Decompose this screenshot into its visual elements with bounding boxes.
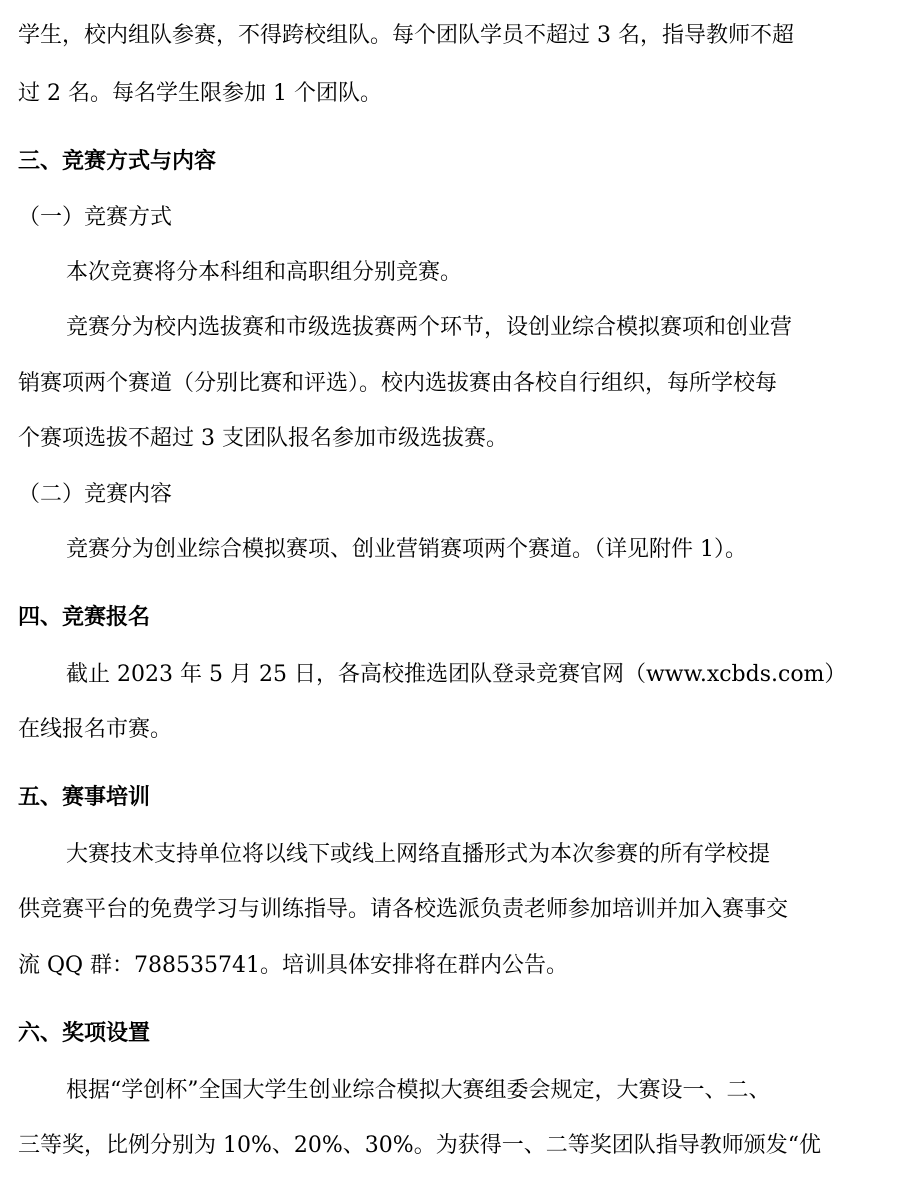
body-text-line: 竞赛分为校内选拔赛和市级选拔赛两个环节，设创业综合模拟赛项和创业营 — [66, 315, 793, 340]
body-text-line: 竞赛分为创业综合模拟赛项、创业营销赛项两个赛道。（详见附件 1）。 — [66, 537, 747, 562]
body-text-line: 根据“学创杯”全国大学生创业综合模拟大赛组委会规定，大赛设一、二、 — [66, 1078, 771, 1103]
body-text-line: 在线报名市赛。 — [18, 717, 173, 742]
body-text-line: 销赛项两个赛道（分别比赛和评选）。校内选拔赛由各校自行组织，每所学校每 — [18, 371, 778, 396]
body-text-line: 三等奖，比例分别为 10%、20%、30%。为获得一、二等奖团队指导教师颁发“优 — [18, 1133, 821, 1158]
subsection-heading: （二）竞赛内容 — [18, 482, 173, 507]
body-text-line: 大赛技术支持单位将以线下或线上网络直播形式为本次参赛的所有学校提 — [66, 842, 771, 867]
body-text-line: 截止 2023 年 5 月 25 日，各高校推选团队登录竞赛官网（www.xcbds.com） — [66, 662, 847, 687]
body-text-line: 本次竞赛将分本科组和高职组分别竞赛。 — [66, 260, 463, 285]
section-heading: 五、赛事培训 — [18, 785, 151, 810]
body-text-line: 供竞赛平台的免费学习与训练指导。请各校选派负责老师参加培训并加入赛事交 — [18, 897, 789, 922]
body-text-line: 个赛项选拔不超过 3 支团队报名参加市级选拔赛。 — [18, 426, 508, 451]
section-heading: 四、竞赛报名 — [18, 605, 151, 630]
body-text-line: 学生，校内组队参赛，不得跨校组队。每个团队学员不超过 3 名，指导教师不超 — [18, 23, 794, 48]
subsection-heading: （一）竞赛方式 — [18, 205, 173, 230]
body-text-line: 过 2 名。每名学生限参加 1 个团队。 — [18, 81, 382, 106]
section-heading: 三、竞赛方式与内容 — [18, 149, 217, 174]
body-text-line: 流 QQ 群：788535741。培训具体安排将在群内公告。 — [18, 953, 569, 978]
section-heading: 六、奖项设置 — [18, 1021, 151, 1046]
